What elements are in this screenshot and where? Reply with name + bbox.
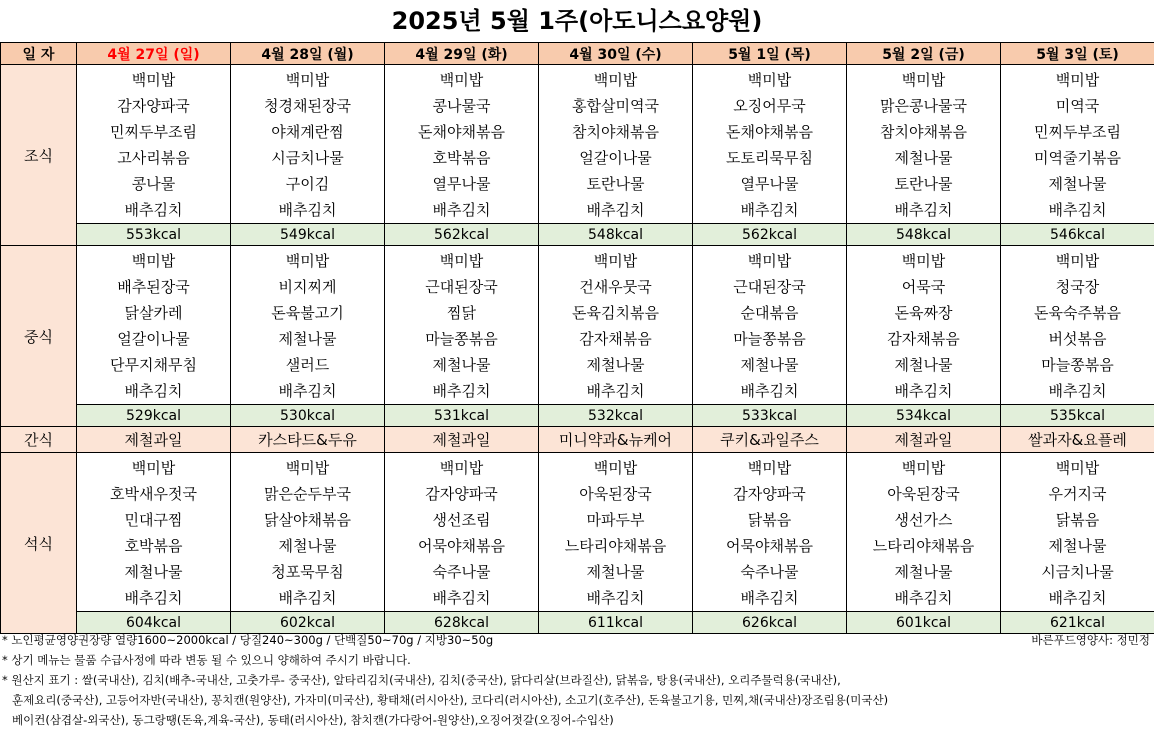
menu-item: 숙주나물 bbox=[740, 563, 799, 581]
menu-item: 닭볶음 bbox=[1055, 511, 1100, 529]
menu-item: 마늘쫑볶음 bbox=[1041, 356, 1114, 374]
menu-item: 홍합살미역국 bbox=[572, 97, 659, 115]
menu-item: 닭살카레 bbox=[124, 304, 183, 322]
menu-item: 돈육짜장 bbox=[894, 304, 953, 322]
menu-item: 감자양파국 bbox=[117, 97, 190, 115]
menu-item: 구이김 bbox=[285, 175, 330, 193]
menu-item: 백미밥 bbox=[1055, 459, 1100, 477]
menu-item: 제철나물 bbox=[432, 356, 491, 374]
menu-item: 느타리야채볶음 bbox=[872, 537, 975, 555]
menu-item: 백미밥 bbox=[131, 71, 176, 89]
dinner-label: 석식 bbox=[1, 453, 77, 634]
menu-item: 얼갈이나물 bbox=[117, 330, 190, 348]
menu-item: 우거지국 bbox=[1048, 485, 1107, 503]
menu-item: 배추김치 bbox=[740, 382, 799, 400]
menu-item: 제철나물 bbox=[586, 356, 645, 374]
menu-item: 제철나물 bbox=[1048, 175, 1107, 193]
menu-item: 배추김치 bbox=[586, 201, 645, 219]
menu-item: 맑은콩나물국 bbox=[880, 97, 967, 115]
menu-item: 야채계란찜 bbox=[271, 123, 344, 141]
snack-cell: 쌀과자&요플레 bbox=[1001, 427, 1154, 453]
menu-item: 백미밥 bbox=[131, 252, 176, 270]
dinner-menu-cell bbox=[539, 453, 693, 612]
menu-item: 백미밥 bbox=[901, 459, 946, 477]
snack-cell: 제철과일 bbox=[385, 427, 539, 453]
lunch-kcal-row bbox=[1, 405, 1154, 427]
snack-label: 간식 bbox=[1, 427, 77, 453]
menu-item: 감자채볶음 bbox=[887, 330, 960, 348]
menu-item: 돈육김치볶음 bbox=[572, 304, 659, 322]
menu-item: 배추김치 bbox=[1048, 589, 1107, 607]
menu-item: 민찌두부조림 bbox=[1034, 123, 1121, 141]
lunch-menu-cell bbox=[1001, 246, 1154, 405]
lunch-menu-cell bbox=[231, 246, 385, 405]
menu-item: 버섯볶음 bbox=[1048, 330, 1107, 348]
lunch-menu-cell bbox=[693, 246, 847, 405]
kcal-cell: 604kcal bbox=[77, 612, 231, 634]
menu-item: 배추김치 bbox=[894, 589, 953, 607]
menu-item: 도토리묵무침 bbox=[726, 149, 813, 167]
menu-item: 근대된장국 bbox=[425, 278, 498, 296]
breakfast-menu-cell bbox=[231, 65, 385, 224]
menu-item: 시금치나물 bbox=[1041, 563, 1114, 581]
kcal-cell: 549kcal bbox=[231, 224, 385, 246]
dietitian-credit: 바른푸드영양사: 정민정 bbox=[1031, 633, 1150, 647]
lunch-menu-cell bbox=[539, 246, 693, 405]
kcal-cell: 626kcal bbox=[693, 612, 847, 634]
menu-item: 돈채야채볶음 bbox=[418, 123, 505, 141]
dinner-menu-cell bbox=[1001, 453, 1154, 612]
menu-item: 백미밥 bbox=[747, 71, 792, 89]
change-notice: * 상기 메뉴는 물품 수급사정에 따라 변동 될 수 있으니 양해하여 주시기 바랍니다. bbox=[2, 653, 411, 667]
breakfast-label: 조식 bbox=[1, 65, 77, 246]
menu-item: 얼갈이나물 bbox=[579, 149, 652, 167]
snack-cell: 제철과일 bbox=[77, 427, 231, 453]
date-header-day: 4월 28일 (월) bbox=[231, 43, 385, 65]
kcal-cell: 548kcal bbox=[847, 224, 1001, 246]
menu-item: 아욱된장국 bbox=[579, 485, 652, 503]
menu-item: 백미밥 bbox=[1055, 252, 1100, 270]
kcal-cell: 562kcal bbox=[693, 224, 847, 246]
menu-item: 배추김치 bbox=[278, 589, 337, 607]
menu-item: 제철나물 bbox=[124, 563, 183, 581]
date-header-day: 5월 3일 (토) bbox=[1001, 43, 1154, 65]
lunch-menu-row bbox=[1, 246, 1154, 405]
dinner-menu-cell bbox=[231, 453, 385, 612]
breakfast-menu-row bbox=[1, 65, 1154, 224]
breakfast-menu-cell bbox=[847, 65, 1001, 224]
origin-note: 훈제요리(중국산), 고등어자반(국내산), 꽁치캔(원양산), 가자미(미국산), 황태채(러시아산), 코다리(러시아산), 소고기(호주산), 돈육불고기용, 민찌,채(국내산)장조림용(미국산) bbox=[12, 693, 889, 707]
menu-item: 배추김치 bbox=[278, 201, 337, 219]
menu-item: 마파두부 bbox=[586, 511, 645, 529]
kcal-cell: 529kcal bbox=[77, 405, 231, 427]
menu-item: 돈육숙주볶음 bbox=[1034, 304, 1121, 322]
menu-item: 백미밥 bbox=[747, 459, 792, 477]
menu-item: 호박볶음 bbox=[124, 537, 183, 555]
menu-item: 아욱된장국 bbox=[887, 485, 960, 503]
menu-item: 배추된장국 bbox=[117, 278, 190, 296]
menu-item: 백미밥 bbox=[593, 252, 638, 270]
breakfast-menu-cell bbox=[1001, 65, 1154, 224]
date-header-label: 일 자 bbox=[1, 43, 77, 65]
menu-item: 민찌두부조림 bbox=[110, 123, 197, 141]
menu-item: 배추김치 bbox=[894, 201, 953, 219]
date-header-row bbox=[1, 43, 1154, 65]
menu-item: 호박볶음 bbox=[432, 149, 491, 167]
menu-item: 백미밥 bbox=[285, 459, 330, 477]
menu-item: 제철나물 bbox=[894, 563, 953, 581]
date-header-day: 4월 30일 (수) bbox=[539, 43, 693, 65]
menu-item: 백미밥 bbox=[439, 459, 484, 477]
menu-item: 토란나물 bbox=[894, 175, 953, 193]
origin-note: 베이컨(삼겹살-외국산), 동그랑땡(돈육,계육-국산), 동태(러시아산), 참치캔(가다랑어-원양산),오징어젓갈(오징어-수입산) bbox=[12, 713, 614, 727]
menu-item: 배추김치 bbox=[124, 201, 183, 219]
menu-item: 백미밥 bbox=[593, 71, 638, 89]
kcal-cell: 530kcal bbox=[231, 405, 385, 427]
lunch-menu-cell bbox=[77, 246, 231, 405]
menu-item: 돈채야채볶음 bbox=[726, 123, 813, 141]
menu-item: 제철나물 bbox=[278, 330, 337, 348]
menu-item: 배추김치 bbox=[1048, 382, 1107, 400]
kcal-cell: 602kcal bbox=[231, 612, 385, 634]
menu-item: 배추김치 bbox=[432, 589, 491, 607]
notes-section bbox=[0, 630, 1154, 730]
menu-table bbox=[0, 42, 1154, 634]
menu-item: 백미밥 bbox=[901, 252, 946, 270]
snack-cell: 미니약과&뉴케어 bbox=[539, 427, 693, 453]
menu-item: 청국장 bbox=[1055, 278, 1100, 296]
menu-item: 고사리볶음 bbox=[117, 149, 190, 167]
menu-item: 근대된장국 bbox=[733, 278, 806, 296]
snack-row bbox=[1, 427, 1154, 453]
menu-item: 어묵야채볶음 bbox=[726, 537, 813, 555]
kcal-cell: 533kcal bbox=[693, 405, 847, 427]
menu-item: 찜닭 bbox=[447, 304, 476, 322]
menu-item: 맑은순두부국 bbox=[264, 485, 351, 503]
menu-item: 닭살야채볶음 bbox=[264, 511, 351, 529]
menu-item: 느타리야채볶음 bbox=[564, 537, 667, 555]
menu-item: 시금치나물 bbox=[271, 149, 344, 167]
menu-item: 생선가스 bbox=[894, 511, 953, 529]
menu-item: 배추김치 bbox=[740, 589, 799, 607]
menu-item: 배추김치 bbox=[278, 382, 337, 400]
menu-item: 제철나물 bbox=[894, 149, 953, 167]
menu-item: 제철나물 bbox=[278, 537, 337, 555]
menu-item: 건새우뭇국 bbox=[579, 278, 652, 296]
menu-item: 청포묵무침 bbox=[271, 563, 344, 581]
dinner-menu-cell bbox=[385, 453, 539, 612]
menu-item: 배추김치 bbox=[1048, 201, 1107, 219]
kcal-cell: 546kcal bbox=[1001, 224, 1154, 246]
breakfast-menu-cell bbox=[385, 65, 539, 224]
snack-cell: 제철과일 bbox=[847, 427, 1001, 453]
menu-item: 제철나물 bbox=[1048, 537, 1107, 555]
dinner-menu-row bbox=[1, 453, 1154, 612]
menu-item: 배추김치 bbox=[432, 201, 491, 219]
menu-item: 마늘쫑볶음 bbox=[425, 330, 498, 348]
kcal-cell: 553kcal bbox=[77, 224, 231, 246]
kcal-cell: 621kcal bbox=[1001, 612, 1154, 634]
menu-item: 토란나물 bbox=[586, 175, 645, 193]
menu-item: 오징어무국 bbox=[733, 97, 806, 115]
menu-item: 백미밥 bbox=[439, 71, 484, 89]
snack-cell: 쿠키&과일주스 bbox=[693, 427, 847, 453]
menu-item: 배추김치 bbox=[740, 201, 799, 219]
kcal-cell: 601kcal bbox=[847, 612, 1001, 634]
menu-item: 백미밥 bbox=[439, 252, 484, 270]
kcal-cell: 628kcal bbox=[385, 612, 539, 634]
menu-item: 어묵야채볶음 bbox=[418, 537, 505, 555]
menu-item: 콩나물 bbox=[131, 175, 176, 193]
dinner-menu-cell bbox=[847, 453, 1001, 612]
menu-item: 청경채된장국 bbox=[264, 97, 351, 115]
menu-item: 열무나물 bbox=[432, 175, 491, 193]
menu-item: 제철나물 bbox=[586, 563, 645, 581]
menu-item: 배추김치 bbox=[894, 382, 953, 400]
kcal-cell: 534kcal bbox=[847, 405, 1001, 427]
menu-item: 콩나물국 bbox=[432, 97, 491, 115]
dinner-menu-cell bbox=[77, 453, 231, 612]
menu-item: 샐러드 bbox=[285, 356, 330, 374]
menu-item: 배추김치 bbox=[586, 382, 645, 400]
lunch-menu-cell bbox=[847, 246, 1001, 405]
date-header-day: 4월 27일 (일) bbox=[77, 43, 231, 65]
lunch-label: 중식 bbox=[1, 246, 77, 427]
dinner-menu-cell bbox=[693, 453, 847, 612]
menu-item: 돈육불고기 bbox=[271, 304, 344, 322]
menu-item: 미역줄기볶음 bbox=[1034, 149, 1121, 167]
menu-item: 닭볶음 bbox=[747, 511, 792, 529]
menu-item: 백미밥 bbox=[285, 252, 330, 270]
kcal-cell: 535kcal bbox=[1001, 405, 1154, 427]
menu-item: 참치야채볶음 bbox=[880, 123, 967, 141]
menu-item: 배추김치 bbox=[124, 382, 183, 400]
menu-item: 미역국 bbox=[1055, 97, 1100, 115]
menu-item: 감자채볶음 bbox=[579, 330, 652, 348]
menu-item: 백미밥 bbox=[901, 71, 946, 89]
menu-item: 제철나물 bbox=[740, 356, 799, 374]
menu-item: 어묵국 bbox=[901, 278, 946, 296]
date-header-day: 4월 29일 (화) bbox=[385, 43, 539, 65]
menu-item: 참치야채볶음 bbox=[572, 123, 659, 141]
breakfast-kcal-row bbox=[1, 224, 1154, 246]
origin-note: * 원산지 표기 : 쌀(국내산), 김치(배추-국내산, 고춧가루- 중국산), 알타리김치(국내산), 김치(중국산), 닭다리살(브라질산), 닭볶음, 탕용(국내산), 오리주물럭용(국내산), bbox=[2, 673, 841, 687]
date-header-day: 5월 1일 (목) bbox=[693, 43, 847, 65]
lunch-menu-cell bbox=[385, 246, 539, 405]
menu-item: 호박새우젓국 bbox=[110, 485, 197, 503]
menu-item: 열무나물 bbox=[740, 175, 799, 193]
page-title: 2025년 5월 1주(아도니스요양원) bbox=[391, 7, 763, 35]
menu-item: 배추김치 bbox=[432, 382, 491, 400]
menu-item: 배추김치 bbox=[124, 589, 183, 607]
menu-item: 백미밥 bbox=[593, 459, 638, 477]
menu-item: 백미밥 bbox=[747, 252, 792, 270]
date-header-day: 5월 2일 (금) bbox=[847, 43, 1001, 65]
kcal-cell: 611kcal bbox=[539, 612, 693, 634]
kcal-cell: 532kcal bbox=[539, 405, 693, 427]
nutrition-note: * 노인평균영양권장량 열량1600~2000kcal / 당질240~300g / 단백질50~70g / 지방30~50g bbox=[2, 633, 494, 647]
menu-item: 단무지채무침 bbox=[110, 356, 197, 374]
breakfast-menu-cell bbox=[693, 65, 847, 224]
menu-item: 순대볶음 bbox=[740, 304, 799, 322]
menu-item: 감자양파국 bbox=[425, 485, 498, 503]
menu-item: 민대구찜 bbox=[124, 511, 183, 529]
menu-item: 비지찌게 bbox=[278, 278, 337, 296]
menu-item: 백미밥 bbox=[1055, 71, 1100, 89]
breakfast-menu-cell bbox=[539, 65, 693, 224]
menu-item: 숙주나물 bbox=[432, 563, 491, 581]
menu-item: 배추김치 bbox=[586, 589, 645, 607]
menu-item: 감자양파국 bbox=[733, 485, 806, 503]
menu-item: 백미밥 bbox=[131, 459, 176, 477]
kcal-cell: 562kcal bbox=[385, 224, 539, 246]
menu-item: 백미밥 bbox=[285, 71, 330, 89]
snack-cell: 카스타드&두유 bbox=[231, 427, 385, 453]
menu-item: 마늘쫑볶음 bbox=[733, 330, 806, 348]
kcal-cell: 548kcal bbox=[539, 224, 693, 246]
breakfast-menu-cell bbox=[77, 65, 231, 224]
kcal-cell: 531kcal bbox=[385, 405, 539, 427]
menu-item: 생선조림 bbox=[432, 511, 491, 529]
menu-item: 제철나물 bbox=[894, 356, 953, 374]
